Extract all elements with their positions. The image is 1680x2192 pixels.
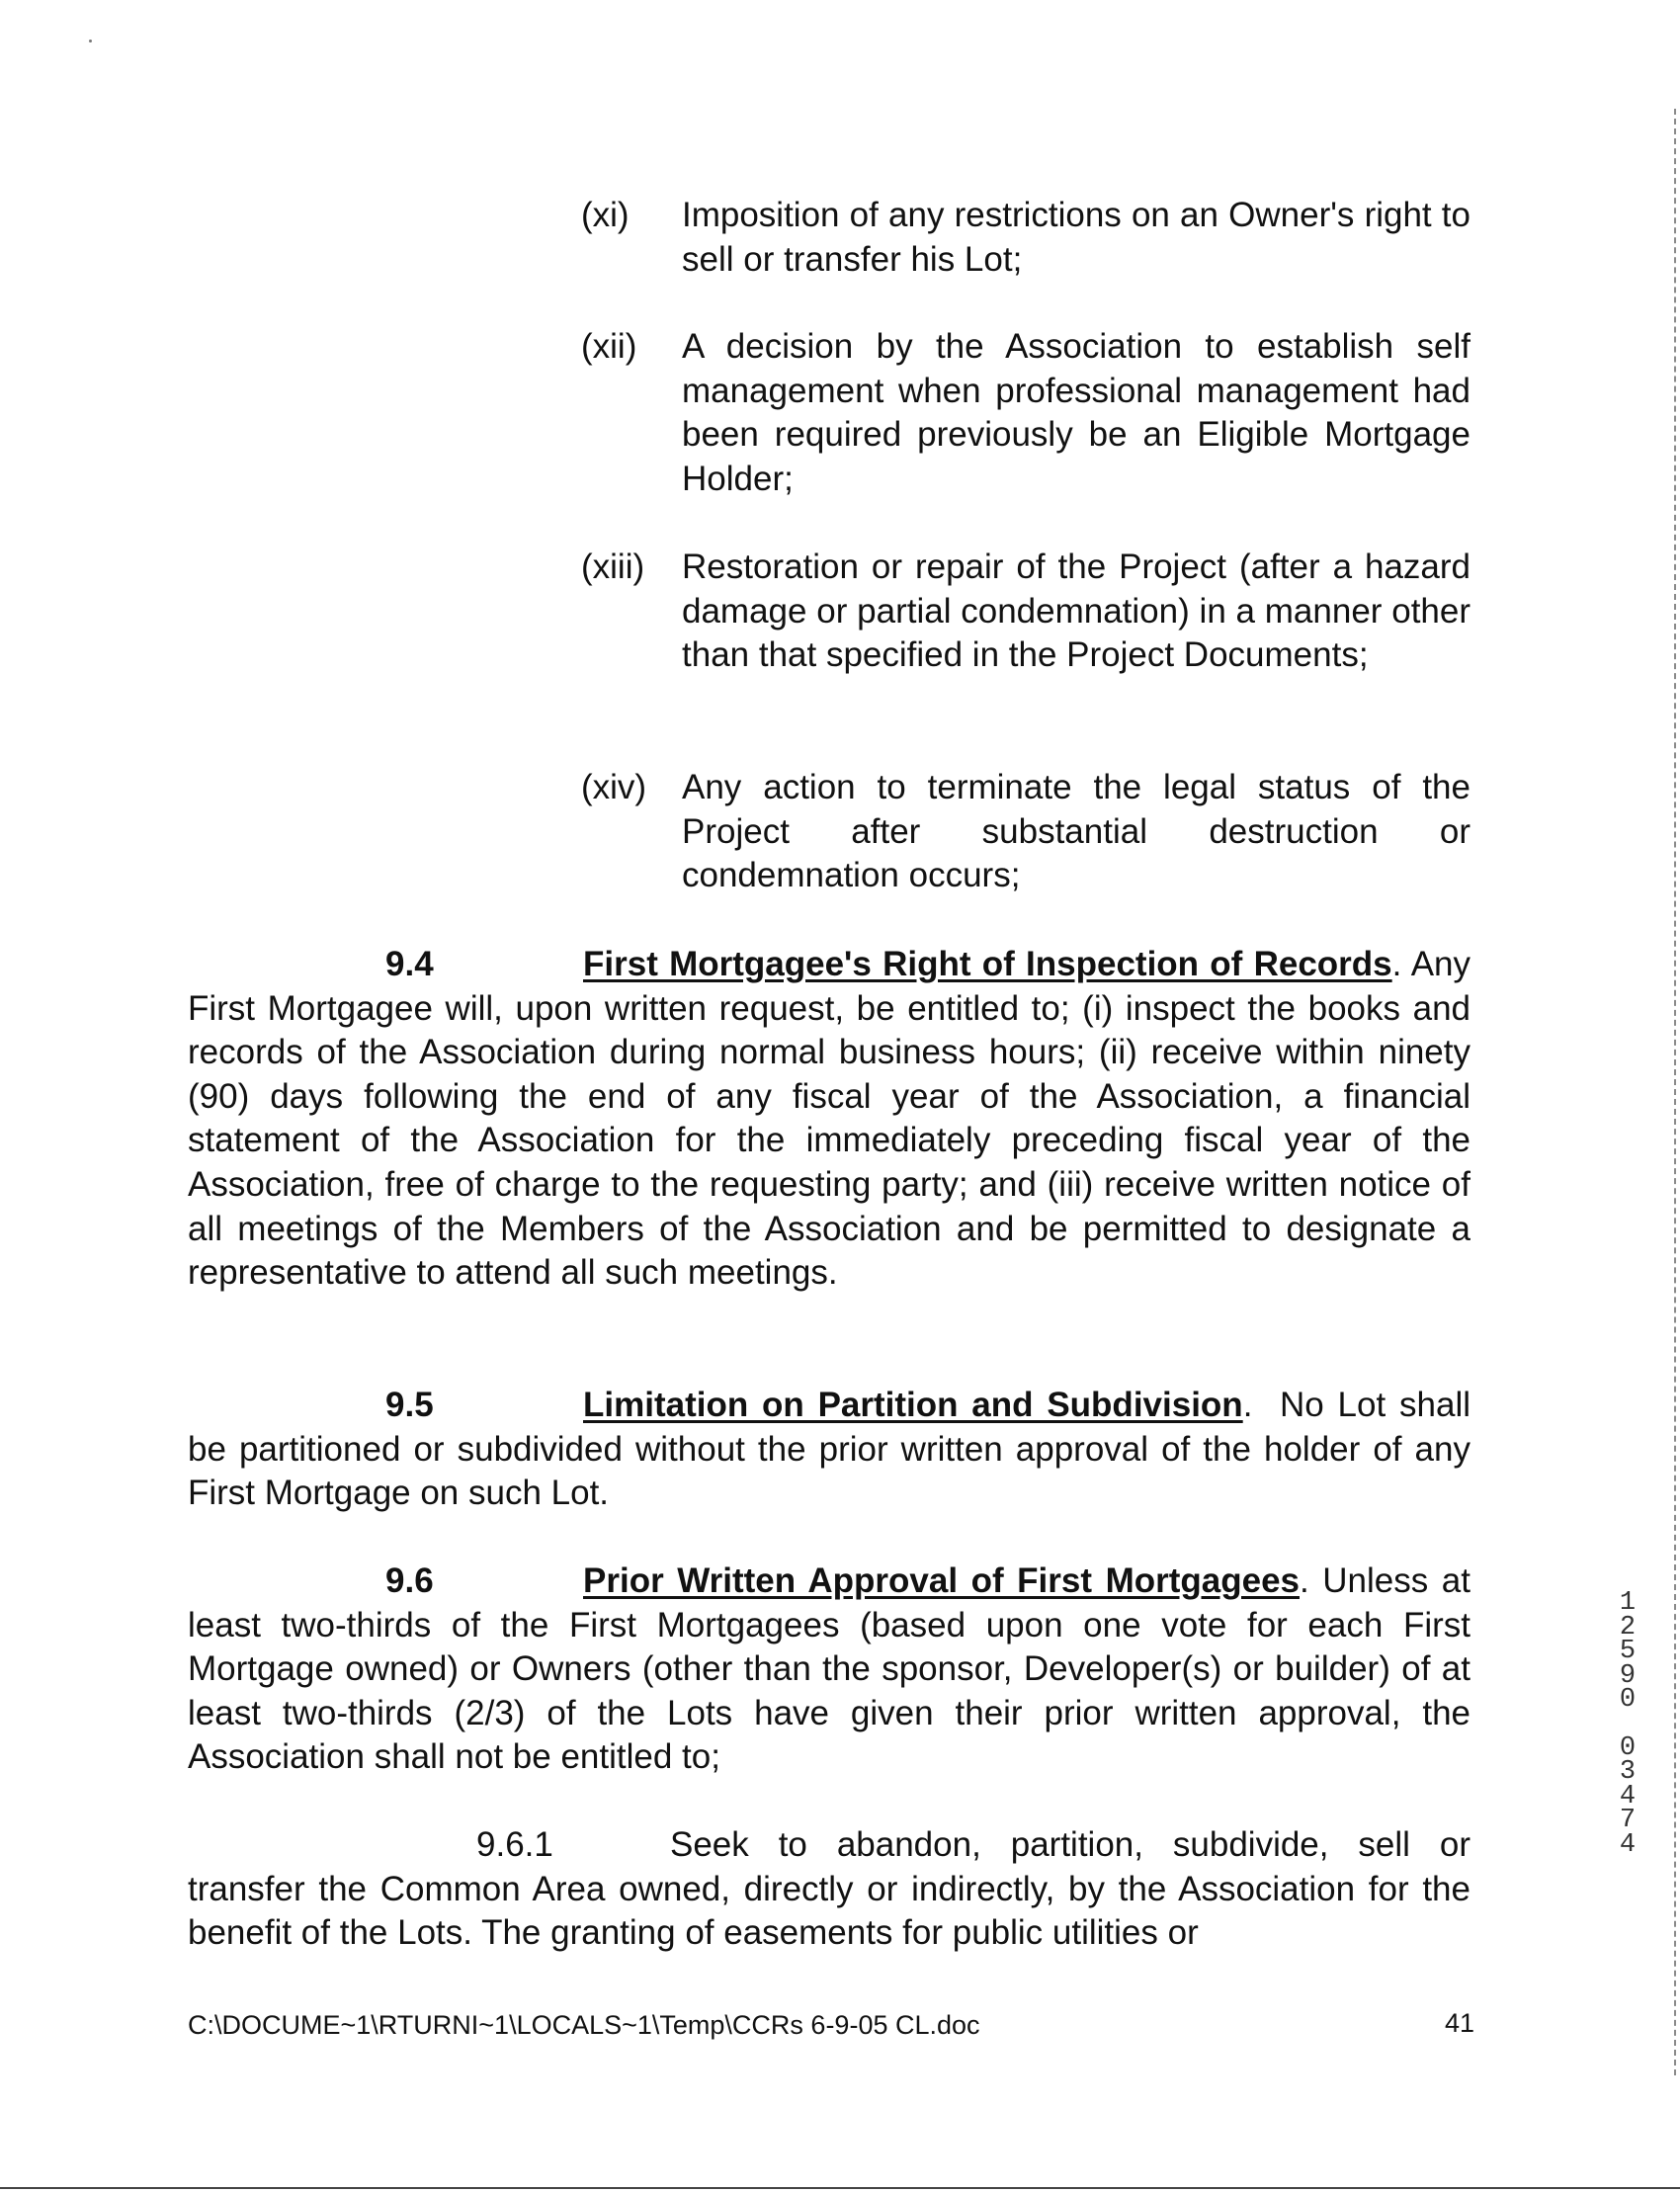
section-9-4: 9.4 First Mortgagee's Right of Inspection of Records. Any First Mortgagee will, upon written request, be entitled to; (i) inspect the books and records of the Association during normal business hours; (ii) receive within ninety (90) days following the end of any fiscal year of the Association, a financial statement of the Association for the immediately preceding fiscal year of the Association, free of charge to the requesting party; and (iii) receive written notice of all meetings of the Members of the Association and be permitted to designate a representative to attend all such meetings. [188, 945, 1470, 1293]
section-9-6: 9.6 Prior Written Approval of First Mortgagees. Unless at least two-thirds of the First Mortgagees (based upon one vote for each First Mortgage owned) or Owners (other than the sponsor, Developer(s) or builder) of at least two-thirds (2/3) of the Lots have given their prior written approval, the Association shall not be entitled to; [188, 1561, 1470, 1777]
recording-stamp [1613, 1588, 1642, 1860]
section-title: Limitation on Partition and Subdivision [583, 1386, 1243, 1424]
list-item-text: Restoration or repair of the Project (after a hazard damage or partial condemnation) in a manner other than that specified in the Project Documents; [682, 548, 1470, 675]
section-title: Prior Written Approval of First Mortgagees [583, 1561, 1300, 1600]
list-item-number: (xiii) [581, 548, 645, 586]
stamp-digit: 2 [1619, 1612, 1637, 1643]
scan-speck [89, 40, 92, 42]
scan-bottom-edge [0, 2187, 1680, 2189]
stamp-digit: 1 [1619, 1588, 1637, 1618]
stamp-digit: 0 [1619, 1732, 1637, 1763]
section-number: 9.5 [385, 1386, 434, 1424]
list-item-text: A decision by the Association to establish self management when professional management had been required previously be an Eligible Mortgage Holder; [682, 327, 1470, 498]
subsection-body: Seek to abandon, partition, subdivide, sell or transfer the Common Area owned, directly or indirectly, by the Association for the benefit of the Lots. The granting of easements for public utilities or [188, 1825, 1470, 1953]
stamp-digit: 4 [1619, 1829, 1637, 1860]
list-item-number: (xii) [581, 327, 637, 366]
stamp-digit: 3 [1619, 1757, 1637, 1787]
stamp-digit: 5 [1619, 1637, 1637, 1666]
section-9-5: 9.5 Limitation on Partition and Subdivision. No Lot shall be partitioned or subdivided without the prior written approval of the holder of any First Mortgage on such Lot. [188, 1386, 1470, 1513]
section-body: No Lot shall be partitioned or subdivided without the prior written approval of the holder of any First Mortgage on such Lot. [188, 1386, 1470, 1513]
stamp-digit: 4 [1619, 1781, 1637, 1812]
footer-file-path: C:\DOCUME~1\RTURNI~1\LOCALS~1\Temp\CCRs 6-9-05 CL.doc [188, 2010, 980, 2040]
stamp-digit: 0 [1619, 1685, 1637, 1715]
section-title: First Mortgagee's Right of Inspection of Records [583, 945, 1392, 983]
section-body: Unless at least two-thirds of the First Mortgagees (based upon one vote for each First Mortgage owned) or Owners (other than the sponsor, Developer(s) or builder) of at least two-thirds (2/3) of the Lots have given their prior written approval, the Association shall not be entitled to; [188, 1561, 1470, 1777]
scan-edge-line [1674, 109, 1676, 2075]
section-body: Any First Mortgagee will, upon written request, be entitled to; (i) inspect the books and records of the Association during normal business hours; (ii) receive within ninety (90) days following the end of any fiscal year of the Association, a financial statement of the Association for the immediately preceding fiscal year of the Association, free of charge to the requesting party; and (iii) receive written notice of all meetings of the Members of the Association and be permitted to designate a representative to attend all such meetings. [188, 945, 1470, 1293]
subsection-number: 9.6.1 [476, 1825, 553, 1864]
section-number: 9.4 [385, 945, 434, 983]
list-item-number: (xiv) [581, 768, 647, 806]
list-item-number: (xi) [581, 196, 630, 234]
stamp-digit: 9 [1619, 1660, 1637, 1691]
section-9-6-1 [188, 1823, 1470, 1956]
stamp-digit: 7 [1619, 1806, 1637, 1835]
list-item-text: Any action to terminate the legal status of the Project after substantial destruction or condemnation occurs; [682, 768, 1470, 895]
section-number: 9.6 [385, 1561, 434, 1600]
page-number: 41 [1445, 2008, 1475, 2038]
list-item-text: Imposition of any restrictions on an Owner's right to sell or transfer his Lot; [682, 196, 1470, 279]
